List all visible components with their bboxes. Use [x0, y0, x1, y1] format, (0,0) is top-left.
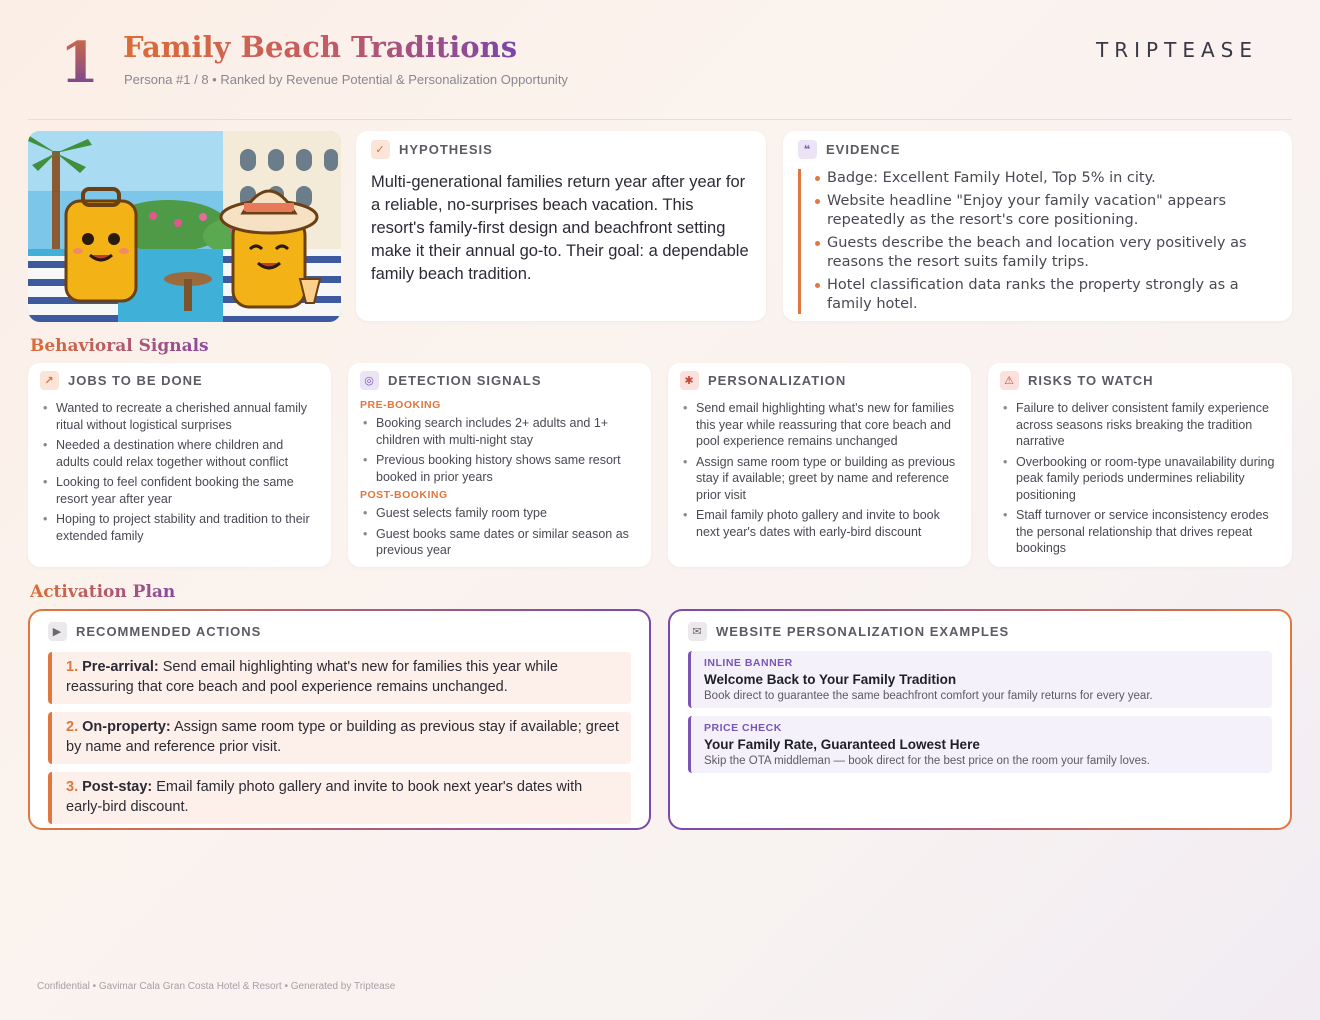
list-item: • Staff turnover or service inconsistency erodes the personal relationship that drives repeat bookings — [1000, 507, 1280, 557]
hypothesis-heading: HYPOTHESIS — [399, 142, 493, 157]
risks-heading: RISKS TO WATCH — [1028, 373, 1154, 388]
jobs-card — [28, 363, 331, 567]
arrow-up-right-icon: ↗ — [40, 371, 59, 390]
action-item: 2. On-property: Assign same room type or building as previous stay if available; greet by name and reference prior visit. — [48, 712, 631, 764]
list-item: • Email family photo gallery and invite to book next year's dates with early-bird discount — [680, 507, 959, 540]
list-item: • Failure to deliver consistent family experience across seasons risks breaking the tradition narrative — [1000, 400, 1280, 450]
recommended-actions-box — [28, 609, 651, 830]
persona-illustration — [28, 131, 341, 322]
evidence-list — [798, 169, 1276, 314]
list-item: • Needed a destination where children and adults could relax together without conflict — [40, 437, 319, 470]
list-item: • Previous booking history shows same resort booked in prior years — [360, 452, 639, 485]
list-item: • Overbooking or room-type unavailability during peak family periods undermines reliability positioning — [1000, 454, 1280, 504]
example-inline-banner: INLINE BANNER Welcome Back to Your Family Tradition Book direct to guarantee the same beachfront comfort your family returns for every year. — [688, 651, 1272, 708]
web-heading: WEBSITE PERSONALIZATION EXAMPLES — [716, 624, 1010, 639]
persona-number: 1 — [60, 30, 99, 96]
footer: Confidential • Gavimar Cala Gran Costa Hotel & Resort • Generated by Triptease — [37, 981, 396, 992]
personalization-heading: PERSONALIZATION — [708, 373, 847, 388]
evidence-item: Guests describe the beach and location very positively as reasons the resort suits family trips. — [815, 234, 1276, 272]
list-item: • Booking search includes 2+ adults and 1+ children with multi-night stay — [360, 415, 639, 448]
detection-heading: DETECTION SIGNALS — [388, 373, 542, 388]
target-icon: ◎ — [360, 371, 379, 390]
quote-icon: ❝ — [798, 140, 817, 159]
evidence-card — [783, 131, 1292, 321]
jobs-heading: JOBS TO BE DONE — [68, 373, 203, 388]
page-subtitle: Persona #1 / 8 • Ranked by Revenue Potential & Personalization Opportunity — [124, 72, 568, 87]
example-price-check: PRICE CHECK Your Family Rate, Guaranteed Lowest Here Skip the OTA middleman — book direct for the best price on the room your family loves. — [688, 716, 1272, 773]
list-item: • Hoping to project stability and tradition to their extended family — [40, 511, 319, 544]
warning-icon: ⚠ — [1000, 371, 1019, 390]
personalization-card — [668, 363, 971, 567]
hypothesis-card — [356, 131, 766, 321]
brand-logo: TRIPTEASE — [1096, 38, 1258, 62]
action-item: 3. Post-stay: Email family photo gallery and invite to book next year's dates with early-bird discount. — [48, 772, 631, 824]
evidence-item: Badge: Excellent Family Hotel, Top 5% in city. — [815, 169, 1276, 188]
evidence-item: Website headline "Enjoy your family vacation" appears repeatedly as the resort's core positioning. — [815, 192, 1276, 230]
evidence-item: Hotel classification data ranks the property strongly as a family hotel. — [815, 276, 1276, 314]
behavioral-signals-title: Behavioral Signals — [30, 336, 209, 356]
detection-card — [348, 363, 651, 567]
list-item: • Guest selects family room type — [360, 505, 639, 522]
list-item: • Looking to feel confident booking the same resort year after year — [40, 474, 319, 507]
evidence-heading: EVIDENCE — [826, 142, 901, 157]
post-booking-label: POST-BOOKING — [360, 489, 448, 501]
website-personalization-box — [668, 609, 1292, 830]
play-icon: ▶ — [48, 622, 67, 641]
header-divider — [28, 119, 1292, 120]
action-item: 1. Pre-arrival: Send email highlighting what's new for families this year while reassuring that core beach and pool experience remains unchanged. — [48, 652, 631, 704]
list-item: • Wanted to recreate a cherished annual family ritual without logistical surprises — [40, 400, 319, 433]
list-item: • Assign same room type or building as previous stay if available; greet by name and reference prior visit — [680, 454, 959, 504]
hypothesis-text: Multi-generational families return year after year for a reliable, no-surprises beach vacation. This resort's family-first design and beachfront setting make it their annual go-to. Their goal: a dependable family beach tradition. — [371, 173, 749, 283]
risks-card — [988, 363, 1292, 567]
actions-heading: RECOMMENDED ACTIONS — [76, 624, 262, 639]
check-icon: ✓ — [371, 140, 390, 159]
activation-plan-title: Activation Plan — [30, 582, 176, 602]
list-item: • Guest books same dates or similar season as previous year — [360, 526, 639, 559]
sparkle-icon: ✱ — [680, 371, 699, 390]
mail-icon: ✉ — [688, 622, 707, 641]
list-item: • Send email highlighting what's new for families this year while reassuring that core beach and pool experience remains unchanged — [680, 400, 959, 450]
page-title: Family Beach Traditions — [123, 30, 518, 64]
pre-booking-label: PRE-BOOKING — [360, 399, 441, 411]
